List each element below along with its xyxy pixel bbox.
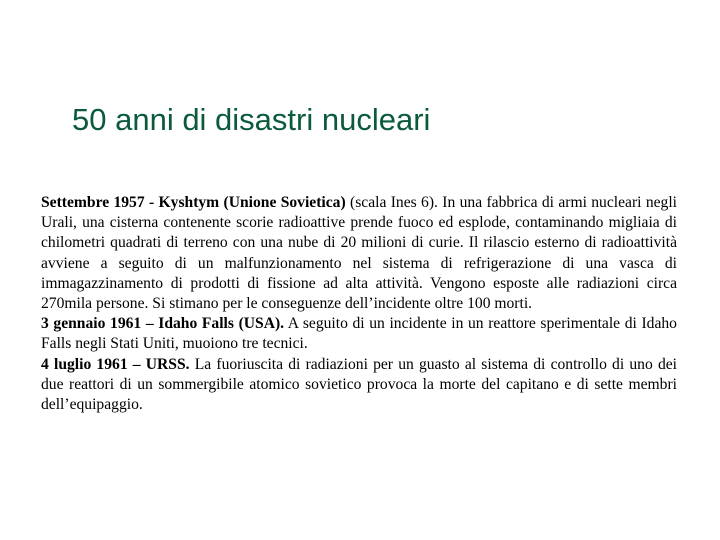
entry-heading: Settembre 1957 - Kyshtym (Unione Sovietica) — [41, 194, 346, 211]
entry-text: A seguito di un incidente in un reattore sperimentale di Idaho Falls negli Stati Uniti, muoiono tre tecnici. — [41, 315, 677, 353]
entry-kyshtym — [41, 193, 677, 314]
entry-idaho-falls — [41, 314, 677, 354]
entry-urss — [41, 355, 677, 416]
entry-text: La fuoriuscita di radiazioni per un guasto al sistema di controllo di uno dei due reattori di un sommergibile atomico sovietico provoca la morte del capitano e di sette membri dell’equipaggio. — [41, 355, 677, 414]
slide-body — [41, 193, 677, 415]
slide-title: 50 anni di disastri nucleari — [72, 102, 431, 137]
entry-heading: 4 luglio 1961 – URSS. — [41, 355, 190, 373]
entry-heading: 3 gennaio 1961 – Idaho Falls (USA). — [41, 315, 285, 333]
entry-text: (scala Ines 6). In una fabbrica di armi nucleari negli Urali, una cisterna contenente scorie radioattive prende fuoco ed esplode, contaminando migliaia di chilometri quadrati di terreno con una nube di 20 milioni di curie. Il rilascio esterno di radioattività avviene a seguito di un malfunzionamento nel sistema di refrigerazione di una vasca di immagazzinamento di prodotti di fissione ad alta attività. Vengono esposte alle radiazioni circa 270mila persone. Si stimano per le conseguenze dell’incidente oltre 100 morti. — [41, 194, 677, 313]
